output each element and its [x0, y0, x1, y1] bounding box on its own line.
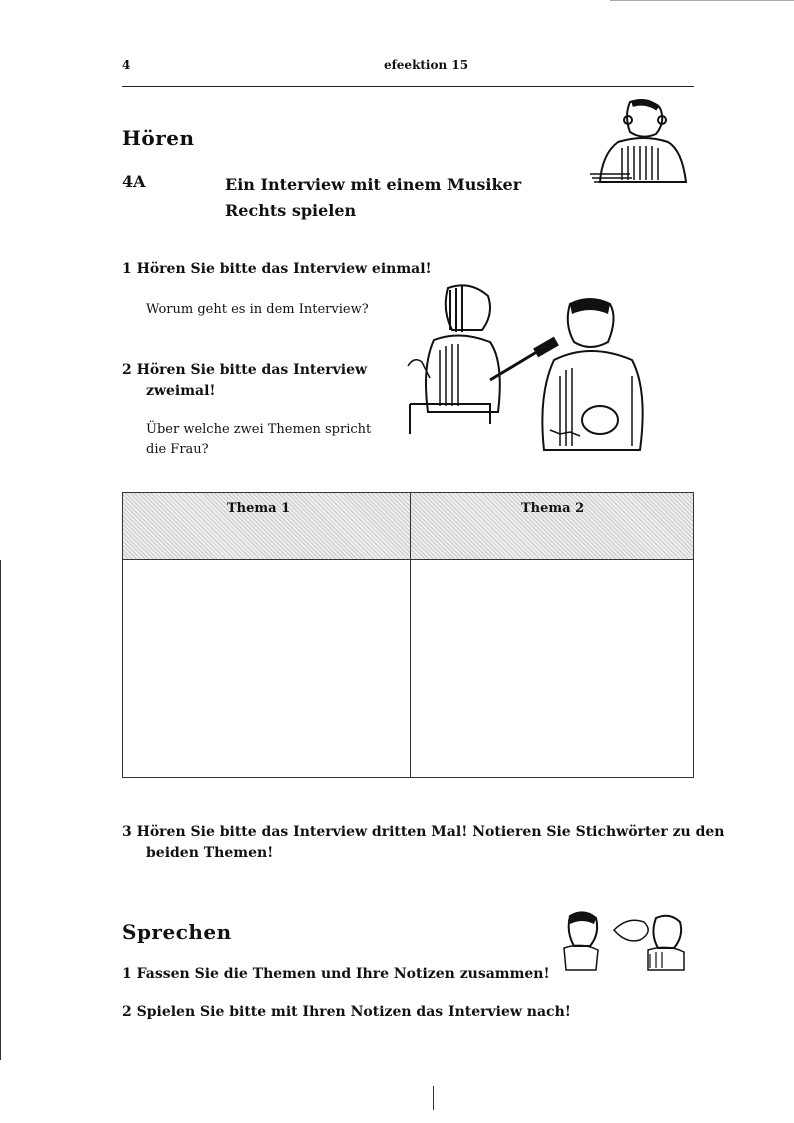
interview-illustration: [404, 280, 656, 452]
notes-table: [122, 492, 694, 778]
task-title-line1: Ein Interview mit einem Musiker: [225, 175, 522, 194]
section-title-sprechen: Sprechen: [122, 920, 232, 944]
top-edge-rule: [610, 0, 794, 1]
column-header-thema-2: Thema 2: [521, 501, 585, 516]
question-1-sub: Worum geht es in dem Interview?: [146, 302, 369, 317]
question-3-line2: beiden Themen!: [146, 845, 274, 861]
notes-table-divider: [410, 493, 411, 777]
woman-with-headphones-icon: [588, 96, 692, 190]
speaking-item-2: 2 Spielen Sie bitte mit Ihren Notizen das Interview nach!: [122, 1004, 571, 1020]
speaking-item-1: 1 Fassen Sie die Themen und Ihre Notizen zusammen!: [122, 966, 550, 982]
question-2-line1: 2 Hören Sie bitte das Interview: [122, 362, 368, 378]
notes-cell-thema-2[interactable]: [415, 563, 691, 773]
bottom-fold-mark: [433, 1086, 434, 1110]
notes-table-header: [123, 493, 693, 560]
page-number: 4: [122, 58, 131, 72]
task-title-line2: Rechts spielen: [225, 201, 357, 220]
section-title-hoeren: Hören: [122, 126, 195, 150]
running-title: efeektion 15: [384, 58, 469, 72]
header-rule: [122, 86, 694, 87]
question-2-line2: zweimal!: [146, 383, 216, 399]
left-edge-mark: [0, 560, 1, 1060]
task-number: 4A: [122, 172, 146, 191]
two-people-talking-icon: [560, 908, 692, 974]
question-2-sub-line1: Über welche zwei Themen spricht: [146, 422, 372, 437]
notes-cell-thema-1[interactable]: [125, 563, 407, 773]
column-header-thema-1: Thema 1: [227, 501, 291, 516]
question-2-sub-line2: die Frau?: [146, 442, 209, 457]
question-1: 1 Hören Sie bitte das Interview einmal!: [122, 261, 432, 277]
question-3-line1: 3 Hören Sie bitte das Interview dritten Mal! Notieren Sie Stichwörter zu den: [122, 824, 725, 840]
